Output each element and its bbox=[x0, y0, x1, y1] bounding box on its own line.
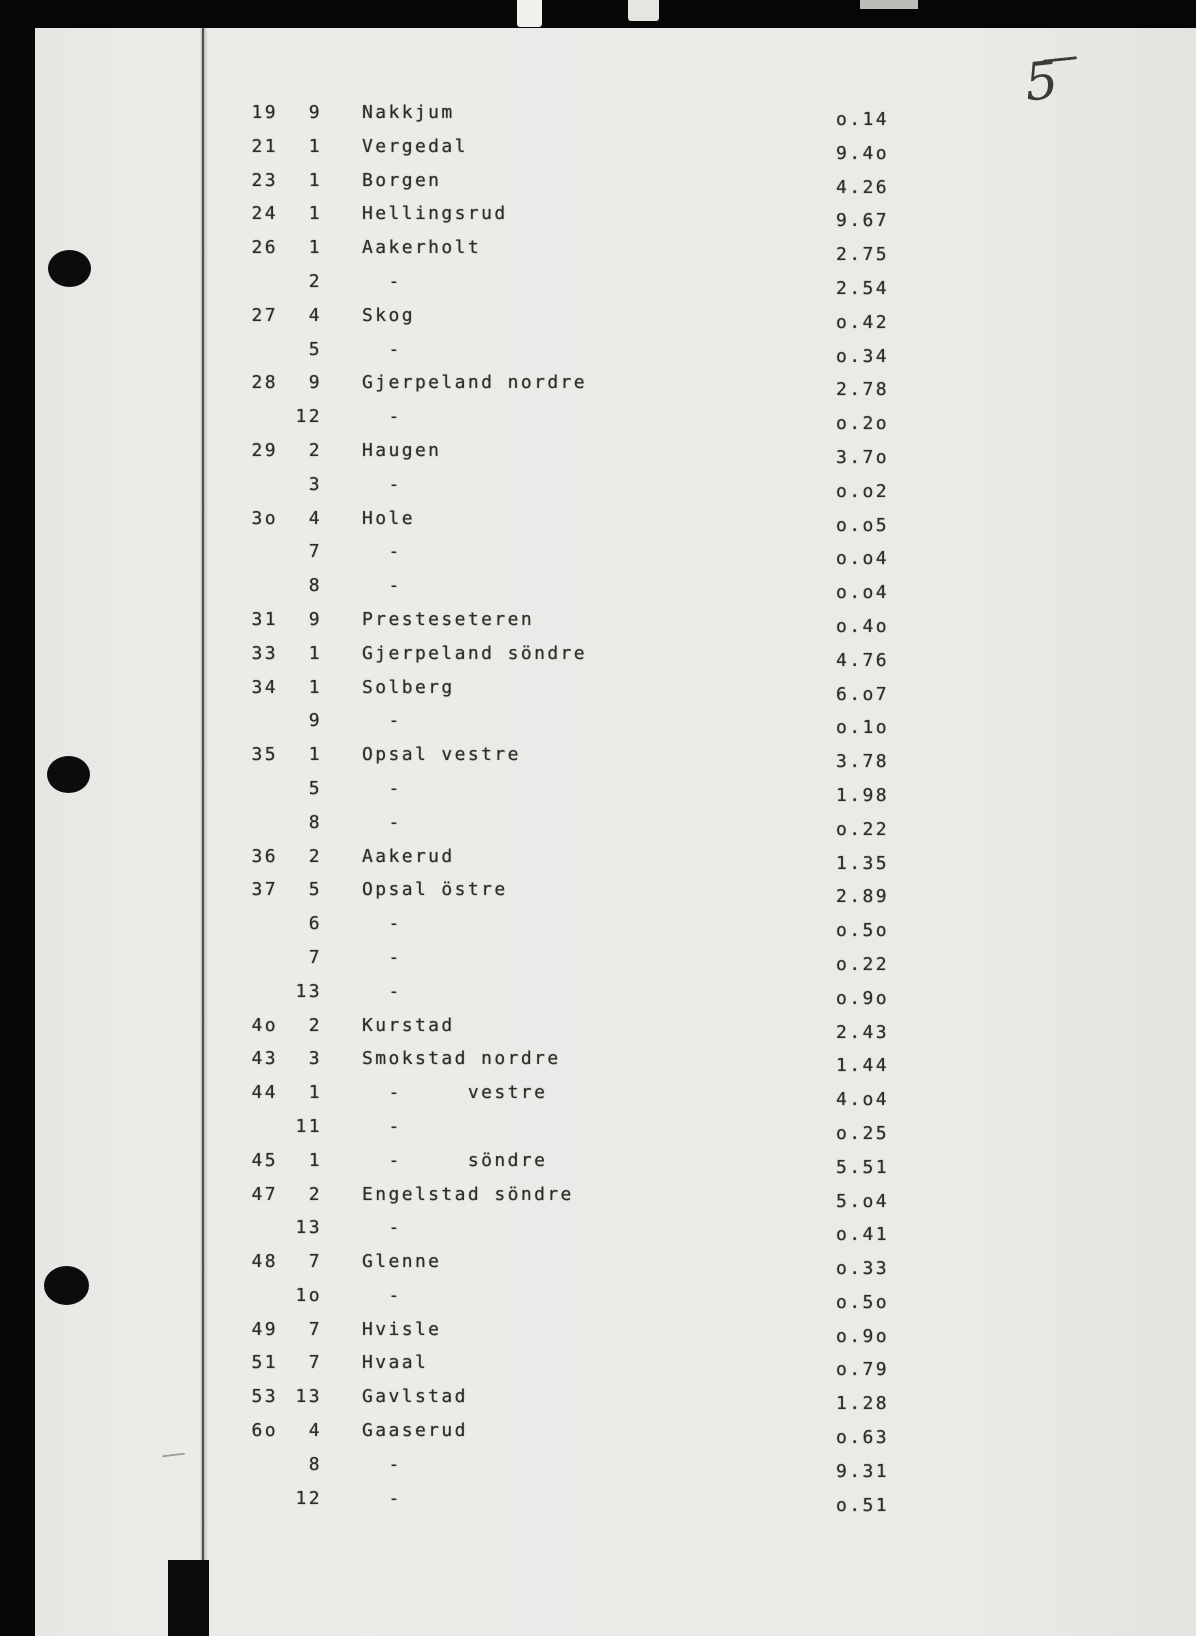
table-row bbox=[238, 237, 998, 271]
cell-name: Gavlstad bbox=[362, 1386, 468, 1408]
cell-bnr: 2 bbox=[308, 1014, 322, 1036]
paper-sheet bbox=[35, 28, 1196, 1636]
cell-value: 6.o7 bbox=[836, 683, 889, 705]
cell-gnr: 19 bbox=[251, 102, 278, 123]
cell-value: o.o5 bbox=[836, 514, 889, 536]
cell-bnr: 1o bbox=[295, 1284, 322, 1306]
cell-value: 2.43 bbox=[836, 1021, 889, 1043]
cell-value: o.34 bbox=[836, 345, 889, 367]
cell-value: 2.78 bbox=[836, 379, 889, 401]
cell-value: o.5o bbox=[836, 1291, 889, 1313]
cell-value: o.9o bbox=[836, 987, 889, 1009]
cell-name: Hole bbox=[362, 507, 415, 529]
cell-name: Haugen bbox=[362, 439, 442, 461]
cell-name: Aakerholt bbox=[362, 237, 482, 259]
cell-bnr: 3 bbox=[308, 1048, 322, 1070]
cell-value: 4.76 bbox=[836, 649, 889, 671]
cell-gnr: 24 bbox=[251, 203, 278, 225]
cell-name: Kurstad bbox=[362, 1014, 455, 1036]
cell-bnr: 1 bbox=[308, 135, 322, 157]
cell-bnr: 6 bbox=[308, 913, 322, 935]
table-row bbox=[238, 1319, 998, 1353]
cell-bnr: 9 bbox=[308, 102, 322, 123]
cell-name: - bbox=[362, 1284, 402, 1306]
table-row bbox=[238, 305, 998, 339]
table-row bbox=[238, 1048, 998, 1082]
cell-gnr: 44 bbox=[251, 1082, 278, 1104]
table-row bbox=[238, 1488, 998, 1522]
cell-gnr: 31 bbox=[251, 608, 278, 630]
cell-bnr: 11 bbox=[295, 1115, 322, 1137]
cell-bnr: 1 bbox=[308, 169, 322, 191]
cell-name: - bbox=[362, 270, 402, 292]
cell-bnr: 2 bbox=[308, 439, 322, 461]
cell-value: o.5o bbox=[836, 920, 889, 942]
cell-bnr: 4 bbox=[308, 1420, 322, 1442]
table-row bbox=[238, 203, 998, 237]
cell-gnr: 51 bbox=[251, 1352, 278, 1374]
cell-name: - bbox=[362, 541, 402, 563]
cell-value: 5.o4 bbox=[836, 1190, 889, 1212]
cell-value: 1.35 bbox=[836, 852, 889, 874]
cell-name: - bbox=[362, 913, 402, 935]
cell-gnr: 34 bbox=[251, 676, 278, 698]
cell-gnr: 48 bbox=[251, 1251, 278, 1273]
table-row bbox=[238, 1386, 998, 1420]
page-edge-tab bbox=[628, 0, 659, 21]
table-row bbox=[238, 1285, 998, 1319]
table-row bbox=[238, 1454, 998, 1488]
cell-bnr: 1 bbox=[308, 744, 322, 766]
cell-value: 2.54 bbox=[836, 277, 889, 299]
cell-name: Hvisle bbox=[362, 1318, 442, 1340]
table-row bbox=[238, 913, 998, 947]
cell-value: o.o2 bbox=[836, 480, 889, 502]
cell-gnr: 45 bbox=[251, 1149, 278, 1171]
cell-name: - bbox=[362, 710, 402, 732]
cell-bnr: 9 bbox=[308, 372, 322, 394]
cell-value: o.42 bbox=[836, 311, 889, 333]
scan-left-edge bbox=[0, 0, 35, 1636]
cell-value: 4.26 bbox=[836, 176, 889, 198]
cell-bnr: 4 bbox=[308, 507, 322, 529]
cell-bnr: 2 bbox=[308, 1183, 322, 1205]
table-row bbox=[238, 609, 998, 643]
table-row bbox=[238, 1420, 998, 1454]
cell-bnr: 2 bbox=[308, 270, 322, 292]
cell-gnr: 53 bbox=[251, 1386, 278, 1408]
cell-name: Nakkjum bbox=[362, 102, 455, 123]
table-row bbox=[238, 102, 998, 136]
table-row bbox=[238, 981, 998, 1015]
cell-bnr: 1 bbox=[308, 237, 322, 259]
table-row bbox=[238, 170, 998, 204]
table-row bbox=[238, 406, 998, 440]
scan-top-edge bbox=[0, 0, 1196, 28]
cell-name: Gjerpeland söndre bbox=[362, 642, 588, 664]
cell-name: - bbox=[362, 777, 402, 799]
cell-value: 2.89 bbox=[836, 886, 889, 908]
table-row bbox=[238, 812, 998, 846]
table-row bbox=[238, 136, 998, 170]
cell-gnr: 29 bbox=[251, 439, 278, 461]
cell-value: 9.67 bbox=[836, 210, 889, 232]
table-row bbox=[238, 271, 998, 305]
cell-gnr: 36 bbox=[251, 845, 278, 867]
cell-bnr: 13 bbox=[295, 1386, 322, 1408]
cell-value: o.22 bbox=[836, 818, 889, 840]
cell-value: 4.o4 bbox=[836, 1089, 889, 1111]
cell-bnr: 7 bbox=[308, 1352, 322, 1374]
cell-name: Gaaserud bbox=[362, 1420, 468, 1442]
cell-gnr: 37 bbox=[251, 879, 278, 901]
table-row bbox=[238, 846, 998, 880]
pencil-mark bbox=[162, 1453, 185, 1458]
table-row bbox=[238, 643, 998, 677]
cell-name: Borgen bbox=[362, 169, 442, 191]
cell-name: - bbox=[362, 946, 402, 968]
cell-name: Vergedal bbox=[362, 135, 468, 157]
page-fold-shadow bbox=[202, 28, 204, 1636]
cell-bnr: 8 bbox=[308, 575, 322, 597]
table-row bbox=[238, 1150, 998, 1184]
table-row bbox=[238, 1184, 998, 1218]
cell-name: - bbox=[362, 980, 402, 1002]
cell-value: 3.78 bbox=[836, 751, 889, 773]
page-edge-tab bbox=[860, 0, 918, 9]
handwritten-page-number bbox=[1017, 50, 1087, 120]
table-row bbox=[238, 879, 998, 913]
cell-name: - bbox=[362, 473, 402, 495]
cell-bnr: 3 bbox=[308, 473, 322, 495]
table-row bbox=[238, 710, 998, 744]
cell-gnr: 43 bbox=[251, 1048, 278, 1070]
table-row bbox=[238, 508, 998, 542]
cell-bnr: 1 bbox=[308, 203, 322, 225]
cell-gnr: 35 bbox=[251, 744, 278, 766]
punch-hole-bottom bbox=[44, 1266, 89, 1305]
cell-name: - vestre bbox=[362, 1082, 548, 1104]
cell-value: 9.31 bbox=[836, 1460, 889, 1482]
punch-hole-middle bbox=[47, 756, 90, 793]
cell-gnr: 27 bbox=[251, 304, 278, 326]
cell-gnr: 3o bbox=[251, 507, 278, 529]
cell-name: - bbox=[362, 1217, 402, 1239]
scan-bottom-notch bbox=[168, 1560, 209, 1636]
cell-gnr: 4o bbox=[251, 1014, 278, 1036]
cell-value: o.o4 bbox=[836, 548, 889, 570]
cell-bnr: 7 bbox=[308, 1251, 322, 1273]
cell-gnr: 33 bbox=[251, 642, 278, 664]
cell-name: Opsal östre bbox=[362, 879, 508, 901]
cell-value: o.9o bbox=[836, 1325, 889, 1347]
cell-bnr: 7 bbox=[308, 1318, 322, 1340]
cell-name: Engelstad söndre bbox=[362, 1183, 574, 1205]
table-row bbox=[238, 1251, 998, 1285]
table-row bbox=[238, 1217, 998, 1251]
cell-bnr: 5 bbox=[308, 777, 322, 799]
cell-value: 5.51 bbox=[836, 1156, 889, 1178]
cell-name: - bbox=[362, 406, 402, 428]
cell-name: Aakerud bbox=[362, 845, 455, 867]
cell-bnr: 13 bbox=[295, 980, 322, 1002]
table-row bbox=[238, 575, 998, 609]
cell-value: o.79 bbox=[836, 1359, 889, 1381]
cell-gnr: 6o bbox=[251, 1420, 278, 1442]
cell-name: - bbox=[362, 338, 402, 360]
cell-bnr: 1 bbox=[308, 642, 322, 664]
cell-value: 1.28 bbox=[836, 1393, 889, 1415]
cell-gnr: 23 bbox=[251, 169, 278, 191]
table-row bbox=[238, 947, 998, 981]
cell-bnr: 8 bbox=[308, 811, 322, 833]
cell-value: o.51 bbox=[836, 1494, 889, 1516]
cell-gnr: 28 bbox=[251, 372, 278, 394]
cell-value: 9.4o bbox=[836, 142, 889, 164]
cell-bnr: 7 bbox=[308, 946, 322, 968]
cell-bnr: 1 bbox=[308, 1149, 322, 1171]
cell-value: o.1o bbox=[836, 717, 889, 739]
cell-name: Glenne bbox=[362, 1251, 442, 1273]
table-row bbox=[238, 1015, 998, 1049]
table-row bbox=[238, 1116, 998, 1150]
cell-bnr: 13 bbox=[295, 1217, 322, 1239]
table-row bbox=[238, 1082, 998, 1116]
cell-name: - söndre bbox=[362, 1149, 548, 1171]
cell-value: o.22 bbox=[836, 953, 889, 975]
cell-name: Gjerpeland nordre bbox=[362, 372, 588, 394]
cell-bnr: 8 bbox=[308, 1453, 322, 1475]
table-row bbox=[238, 474, 998, 508]
cell-bnr: 2 bbox=[308, 845, 322, 867]
cell-value: o.2o bbox=[836, 413, 889, 435]
cell-bnr: 5 bbox=[308, 879, 322, 901]
cell-value: 1.98 bbox=[836, 784, 889, 806]
page-edge-tab bbox=[517, 0, 542, 27]
cell-value: o.4o bbox=[836, 615, 889, 637]
table-row bbox=[238, 440, 998, 474]
cell-value: o.14 bbox=[836, 109, 889, 130]
table-row bbox=[238, 339, 998, 373]
cell-gnr: 26 bbox=[251, 237, 278, 259]
cell-name: Opsal vestre bbox=[362, 744, 521, 766]
cell-name: Skog bbox=[362, 304, 415, 326]
cell-name: Solberg bbox=[362, 676, 455, 698]
table-row bbox=[238, 1352, 998, 1386]
cell-bnr: 9 bbox=[308, 608, 322, 630]
cell-value: o.25 bbox=[836, 1122, 889, 1144]
table-row bbox=[238, 744, 998, 778]
cell-value: 1.44 bbox=[836, 1055, 889, 1077]
cell-name: - bbox=[362, 575, 402, 597]
cell-value: 3.7o bbox=[836, 446, 889, 468]
cell-value: o.33 bbox=[836, 1258, 889, 1280]
cell-value: o.41 bbox=[836, 1224, 889, 1246]
cell-name: Smokstad nordre bbox=[362, 1048, 561, 1070]
cell-gnr: 21 bbox=[251, 135, 278, 157]
cell-gnr: 47 bbox=[251, 1183, 278, 1205]
punch-hole-top bbox=[48, 250, 91, 287]
cell-name: - bbox=[362, 1115, 402, 1137]
cell-name: - bbox=[362, 811, 402, 833]
cell-bnr: 9 bbox=[308, 710, 322, 732]
cell-bnr: 4 bbox=[308, 304, 322, 326]
handwritten-digit: 5 bbox=[1021, 50, 1062, 114]
land-register-table bbox=[238, 102, 998, 1521]
cell-bnr: 1 bbox=[308, 676, 322, 698]
cell-gnr: 49 bbox=[251, 1318, 278, 1340]
table-row bbox=[238, 778, 998, 812]
table-row bbox=[238, 372, 998, 406]
cell-value: o.o4 bbox=[836, 582, 889, 604]
cell-bnr: 12 bbox=[295, 1487, 322, 1509]
cell-bnr: 12 bbox=[295, 406, 322, 428]
cell-name: Hellingsrud bbox=[362, 203, 508, 225]
table-row bbox=[238, 541, 998, 575]
cell-value: o.63 bbox=[836, 1427, 889, 1449]
cell-name: - bbox=[362, 1453, 402, 1475]
cell-name: - bbox=[362, 1487, 402, 1509]
cell-name: Hvaal bbox=[362, 1352, 429, 1374]
cell-name: Presteseteren bbox=[362, 608, 535, 630]
cell-bnr: 5 bbox=[308, 338, 322, 360]
cell-bnr: 1 bbox=[308, 1082, 322, 1104]
table-row bbox=[238, 677, 998, 711]
cell-value: 2.75 bbox=[836, 244, 889, 266]
cell-bnr: 7 bbox=[308, 541, 322, 563]
